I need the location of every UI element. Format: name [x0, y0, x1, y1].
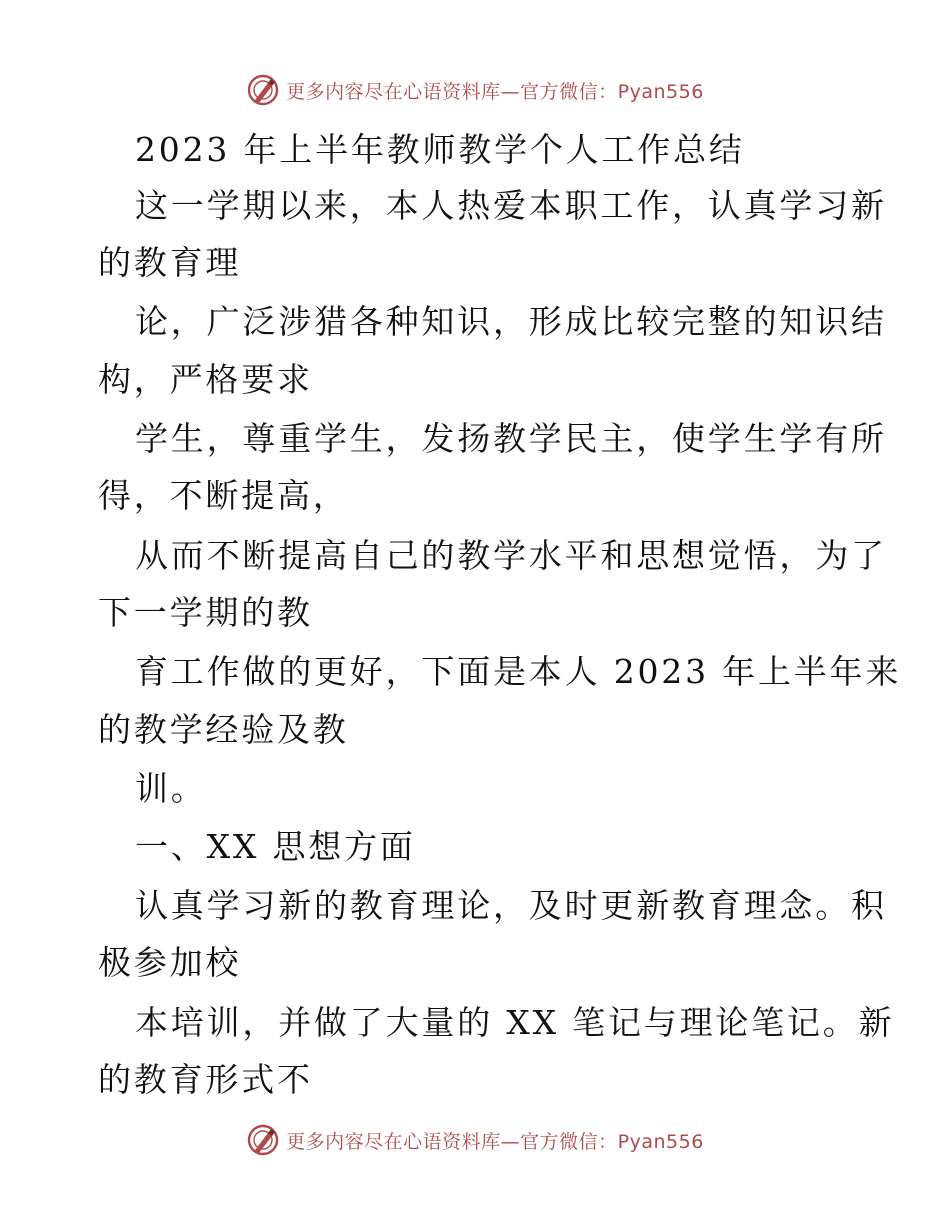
text-line: 从而不断提高自己的教学水平和思想觉悟，为了 — [135, 536, 887, 575]
text-line: 这一学期以来，本人热爱本职工作，认真学习新 — [135, 186, 887, 225]
text-line: 训。 — [135, 769, 207, 808]
header-banner-content — [246, 73, 704, 107]
section-heading: 一、XX 思想方面 — [135, 827, 416, 866]
text-line: 育工作做的更好，下面是本人 2023 年上半年来 — [135, 652, 902, 691]
text-line: 的教育理 — [98, 243, 242, 282]
text-line: 认真学习新的教育理论，及时更新教育理念。积 — [135, 886, 887, 925]
footer-banner — [0, 1120, 950, 1160]
footer-banner-content — [246, 1123, 704, 1157]
document-title: 2023 年上半年教师教学个人工作总结 — [135, 130, 745, 169]
footer-banner-text: 更多内容尽在心语资料库—官方微信：Pyan556 — [286, 1130, 704, 1153]
text-line: 论，广泛涉猎各种知识，形成比较完整的知识结 — [135, 302, 887, 341]
header-banner-text: 更多内容尽在心语资料库—官方微信：Pyan556 — [286, 80, 704, 103]
pen-logo-icon — [246, 1123, 280, 1157]
text-line: 极参加校 — [98, 943, 242, 982]
text-line: 本培训，并做了大量的 XX 笔记与理论笔记。新 — [135, 1003, 895, 1042]
text-line: 的教育形式不 — [98, 1060, 313, 1099]
text-line: 得，不断提高， — [98, 476, 349, 515]
text-line: 构，严格要求 — [98, 360, 313, 399]
text-line: 学生，尊重学生，发扬教学民主，使学生学有所 — [135, 419, 887, 458]
text-line: 的教学经验及教 — [98, 710, 349, 749]
header-banner — [0, 70, 950, 110]
text-line: 下一学期的教 — [98, 593, 313, 632]
pen-logo-icon — [246, 73, 280, 107]
